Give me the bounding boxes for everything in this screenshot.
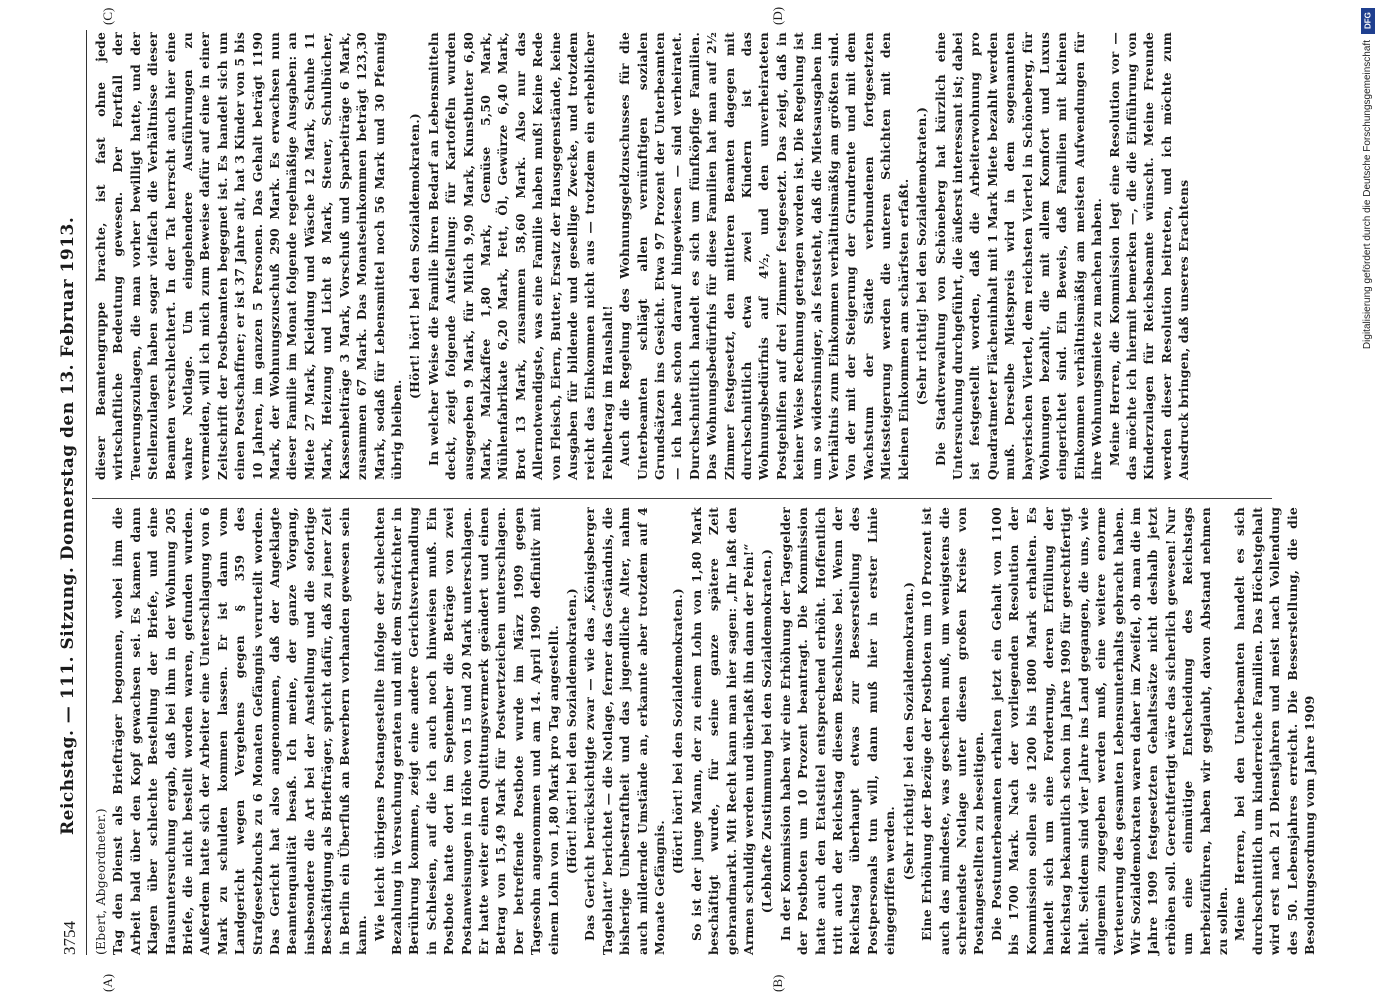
page-header bbox=[58, 30, 84, 955]
paragraph: So ist der junge Mann, der zu einem Lohn von 1,80 Mark beschäftigt wurde, für seine ganze spätere Zeit gebrandmarkt. Mit Recht kann man hier sagen: „Ihr laßt den Armen schuldig werden und überlaßt ihn dann der Pein!“ bbox=[688, 507, 757, 955]
left-column bbox=[92, 507, 1318, 955]
interjection: (Hört! hört! bei den Sozialdemokraten.) bbox=[407, 113, 423, 399]
margin-marker-b: (B) bbox=[770, 974, 785, 992]
paragraph: Die Stadtverwaltung von Schöneberg hat kürzlich eine Untersuchung durchgeführt, die äußerst interessant ist; dabei ist festgestellt worden, daß die Arbeiterwohnung pro Quadratmeter Flächeninhalt mit 1 Mark Miete bezahlt werden muß. Derselbe Mietspreis wird in dem sogenannten bayerischen Viertel, dem reichsten Viertel in Schöneberg, für Wohnungen bezahlt, die mit allem Komfort und Luxus eingerichtet sind. Ein Beweis, daß Familien mit kleinen Einkommen verhältnismäßig am meisten Aufwendungen für ihre Wohnungsmiete zu machen haben. bbox=[932, 32, 1105, 480]
interjection: (Hört! hört! bei den Sozialdemokraten.) bbox=[563, 588, 579, 874]
paragraph: Meine Herren, die Kommission legt eine Resolution vor — das möchte ich hiermit bemerken —, die die Einführung von Kinderzulagen für Reichsbeamte wünscht. Meine Freunde werden dieser Resolution beitreten, und ich möchte zum Ausdruck bringen, daß unseres Erachtens bbox=[1106, 32, 1192, 480]
paragraph: Auch die Regelung des Wohnungsgeldzuschusses für die Unterbeamten schlägt allen vernünftigen sozialen Grundsätzen ins Gesicht. Etwa 97 Prozent der Unterbeamten — ich habe schon darauf hingewiesen — sind verheiratet. Durchschnittlich handelt es sich um fünfköpfige Familien. Das Wohnungsbedürfnis für diese Familien hat man auf 2½ Zimmer festgesetzt, den mittleren Beamten dagegen mit durchschnittlich etwa zwei Kindern ist das Wohnungsbedürfnis auf 4½, und den unverheirateten Postgehilfen auf drei Zimmer festgesetzt. Das zeigt, daß in keiner Weise Rechnung getragen worden ist. Die Regelung ist um so widersinniger, als feststeht, daß die Mietsausgaben im Verhältnis zum Einkommen verhältnismäßig am größten sind. Von der mit der Steigerung der Grundrente und mit dem Wachstum der Städte verbundenen fortgesetzten Mietssteigerung werden die unteren Schichten mit den kleinen Einkommen am schärfsten erfaßt. bbox=[617, 32, 911, 480]
paragraph: In welcher Weise die Familie ihren Bedarf an Lebensmitteln deckt, zeigt folgende Aufstellung: für Kartoffeln wurden ausgegeben 9 Mark, für Milch 9,90 Mark, Kunstbutter 6,80 Mark, Malzkaffee 1,80 Mark, Gemüse 5,50 Mark, Mühlenfabrikate 6,20 Mark, Fett, Öl, Gewürze 6,40 Mark, Brot 13 Mark, zusammen 58,60 Mark. Also nur das Allernotwendigste, was eine Familie haben muß! Keine Rede von Fleisch, Eiern, Butter, Ersatz der Hausgegenstände, keine Ausgaben für bildende und gesellige Zwecke, und trotzdem reicht das Einkommen nicht aus — trotzdem ein erheblicher Fehlbetrag im Haushalt! bbox=[425, 32, 615, 480]
paragraph: Das Gericht berücksichtigte zwar — wie das „Königsberger Tageblatt“ berichtet — die Notlage, ferner das Geständnis, die bisherige Unbestraftheit und das jugendliche Alter, nahm auch mildernde Umstände an, erkannte aber trotzdem auf 4 Monate Gefängnis. bbox=[582, 507, 667, 955]
margin-marker-d: (D) bbox=[770, 6, 785, 25]
paragraph: Wie leicht übrigens Postangestellte infolge der schlechten Bezahlung in Versuchung geraten und mit dem Strafrichter in Berührung kommen, zeigt eine andere Gerichtsverhandlung in Schlesien, auf die ich auch noch hinweisen muß. Ein Postbote hatte dort im September die Beträge von zwei Postanweisungen in Höhe von 15 und 20 Mark unterschlagen. Er hatte weiter einen Quittungsvermerk geändert und einen Betrag von 15,49 Mark für Postwertzeichen unterschlagen. Der betreffende Postbote wurde im März 1909 gegen Tagesohn angenommen und am 14. April 1909 definitiv mit einem Lohn von 1,80 Mark pro Tag angestellt. bbox=[371, 507, 561, 955]
paragraph: Tag den Dienst als Briefträger begonnen, wobei ihm die Arbeit bald über den Kopf gewachsen sei. Es kamen dann Klagen über schlechte Bestellung der Briefe, und eine Hausuntersuchung ergab, daß bei ihm in der Wohnung 205 Briefe, die nicht bestellt worden waren, gefunden wurden. Außerdem hatte sich der Arbeiter eine Unterschlagung von 6 Mark zu schulden kommen lassen. Er ist dann vom Landgericht wegen Vergehens gegen § 359 des Strafgesetzbuchs zu 6 Monaten Gefängnis verurteilt worden. Das Gericht hat also angenommen, daß der Angeklagte Beamtenqualität besaß. Ich meine, der ganze Vorgang, insbesondere die Art bei der Anstellung und die sofortige Beschäftigung als Briefträger, spricht dafür, daß zu jener Zeit in Berlin ein Überfluß an Bewerbern vorhanden gewesen sein kann. bbox=[110, 507, 370, 955]
interjection: (Sehr richtig! bei den Sozialdemokraten.) bbox=[914, 106, 930, 406]
header-rule bbox=[86, 30, 87, 955]
margin-marker-a: (A) bbox=[100, 973, 115, 992]
right-column bbox=[92, 32, 1272, 480]
speaker-line: (Ebert, Abgeordneter.) bbox=[93, 808, 108, 955]
paragraph: dieser Beamtengruppe brachte, ist fast ohne jede wirtschaftliche Bedeutung gewesen. Der Fortfall der Teuerungszulagen, die man vorher bewilligt hatte, und der Stellenzulagen haben sogar vielfach die Verhältnisse dieser Beamten verschlechtert. In der Tat herrscht auch hier eine wahre Notlage. Um eingehendere Ausführungen zu vermeiden, will ich mich zum Beweise dafür auf eine in einer Zeitschrift der Postbeamten begegnet ist. Es handelt sich um einen Postschaffner; er ist 37 Jahre alt, hat 3 Kinder von 5 bis 10 Jahren, im ganzen 5 Personen. Das Gehalt beträgt 1190 Mark, der Wohnungszuschuß 290 Mark. Es erwachsen nun dieser Familie im Monat folgende regelmäßige Ausgaben: an Miete 27 Mark, Kleidung und Wäsche 12 Mark, Schuhe 11 Mark, Heizung und Licht 8 Mark, Steuer, Schulbücher, Kassenbeiträge 3 Mark, Vorschuß und Sparbeiträge 6 Mark, zusammen 67 Mark. Das Monatseinkommen beträgt 123,30 Mark, sodaß für Lebensmittel noch 56 Mark und 30 Pfennig übrig bleiben. bbox=[93, 32, 404, 480]
paragraph: Die Postunterbeamten erhalten jetzt ein Gehalt von 1100 bis 1700 Mark. Nach der vorliegenden Resolution der Kommission sollen sie 1200 bis 1800 Mark erhalten. Es handelt sich um eine Forderung, deren Erfüllung der Reichstag bekanntlich schon im Jahre 1909 für gerechtfertigt hielt. Seitdem sind vier Jahre ins Land gegangen, die uns, wie allgemein zugegeben werden muß, eine weitere enorme Verteuerung des gesamten Lebensunterhalts gebracht haben. Wir Sozialdemokraten waren daher im Zweifel, ob man die im Jahre 1909 festgesetzten Gehaltssätze nicht deshalb jetzt erhöhen soll. Gerechtfertigt wäre das sicherlich gewesen! Nur um eine einmütige Entscheidung des Reichstags herbeizuführen, haben wir geglaubt, davon Abstand nehmen zu sollen. bbox=[988, 507, 1230, 955]
interjection: (Lebhafte Zustimmung bei den Sozialdemokraten.) bbox=[759, 548, 775, 914]
paragraph: Meine Herren, bei den Unterbeamten handelt es sich durchschnittlich um kinderreiche Familien. Das Höchstgehalt wird erst nach 21 Dienstjahren und meist nach Vollendung des 50. Lebensjahres erreicht. Die Besserstellung, die die Besoldungsordnung vom Jahre 1909 bbox=[1232, 507, 1318, 955]
interjection: (Sehr richtig! bei den Sozialdemokraten.) bbox=[900, 581, 916, 881]
digitization-credit: Digitalisierung gefördert durch die Deutsche Forschungsgemeinschaft bbox=[1362, 40, 1373, 350]
paragraph: Eine Erhöhung der Bezüge der Postboten um 10 Prozent ist auch das mindeste, was geschehen muß, um wenigstens die schreiendste Notlage unter diesen großen Kreise von Postangestellten zu beseitigen. bbox=[919, 507, 987, 955]
paragraph: In der Kommission haben wir eine Erhöhung der Tagegelder der Postboten um 10 Prozent beantragt. Die Kommission hatte auch den Etatstitel entsprechend erhöht. Hoffentlich tritt auch der Reichstag diesem Beschlusse bei. Wenn der Reichstag überhaupt etwas zur Besserstellung des Postpersonals tun will, dann muß hier in erster Linie eingegriffen werden. bbox=[777, 507, 898, 955]
page-title: Reichstag. — 111. Sitzung. Donnerstag den 13. Februar 1913. bbox=[58, 216, 78, 835]
column-divider bbox=[92, 498, 1272, 499]
page-number: 3754 bbox=[60, 921, 79, 955]
dfg-logo: DFG bbox=[1361, 8, 1375, 34]
interjection: (Hört! hört! bei den Sozialdemokraten.) bbox=[670, 588, 686, 874]
margin-marker-c: (C) bbox=[100, 7, 115, 25]
